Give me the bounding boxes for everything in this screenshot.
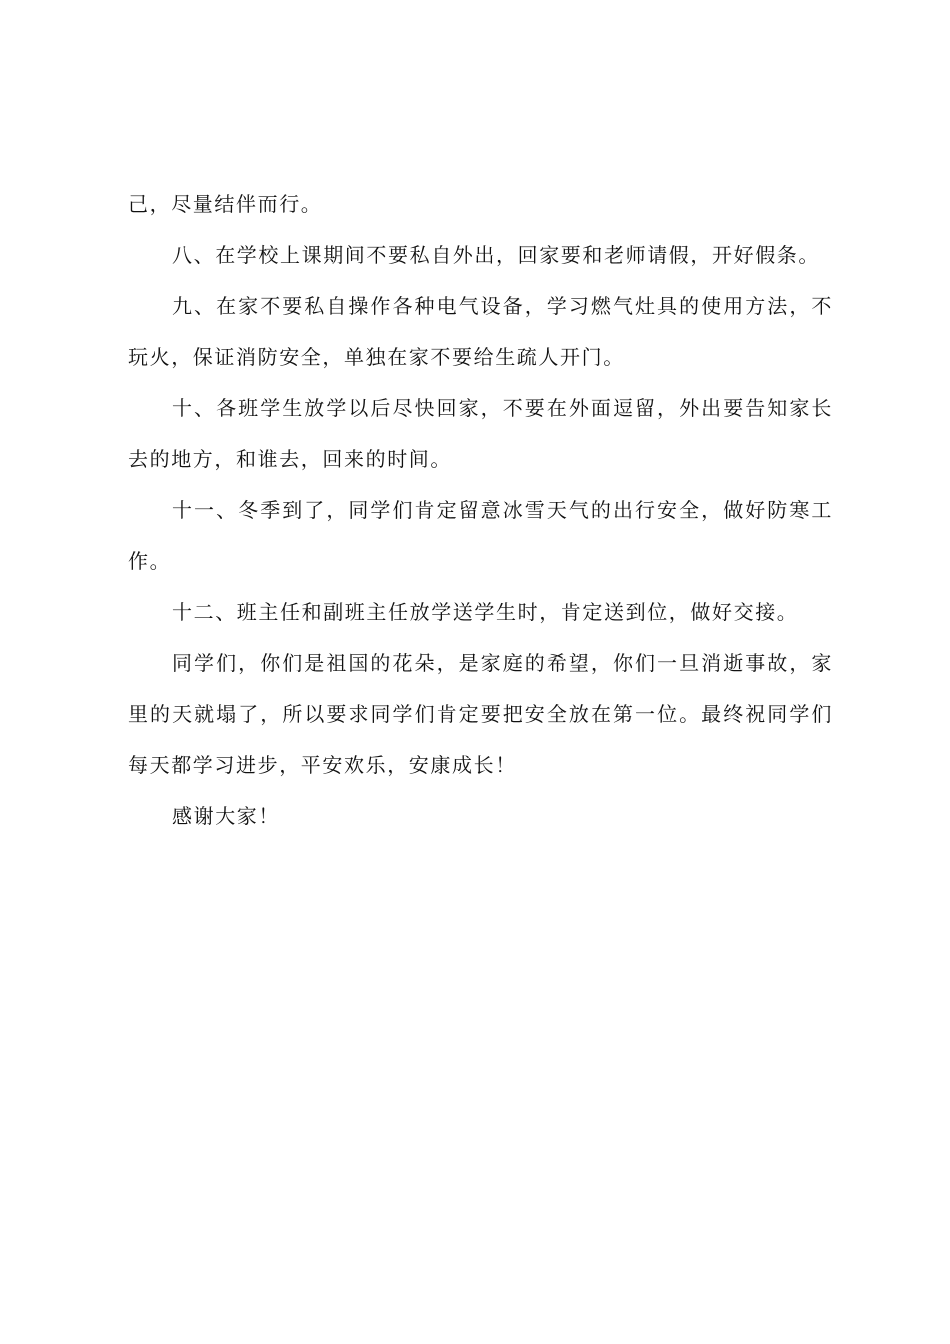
paragraph-rule-12: 十二、班主任和副班主任放学送学生时，肯定送到位，做好交接。: [172, 600, 799, 624]
paragraph-rule-11: 十一、冬季到了，同学们肯定留意冰雪天气的出行安全，做好防寒工作。: [128, 498, 833, 573]
paragraph-rule-8: 八、在学校上课期间不要私自外出，回家要和老师请假，开好假条。: [172, 243, 820, 267]
paragraph-closing: 同学们，你们是祖国的花朵，是家庭的希望，你们一旦消逝事故，家里的天就塌了，所以要求同学们肯定要把安全放在第一位。最终祝同学们每天都学习进步，平安欢乐，安康成长！: [128, 651, 833, 777]
paragraph-rule-9: 九、在家不要私自操作各种电气设备，学习燃气灶具的使用方法，不玩火，保证消防安全，单独在家不要给生疏人开门。: [128, 294, 833, 369]
paragraph-rule-10: 十、各班学生放学以后尽快回家，不要在外面逗留，外出要告知家长去的地方，和谁去，回来的时间。: [128, 396, 833, 471]
paragraph-thanks: 感谢大家！: [172, 804, 280, 828]
document-body: [128, 187, 833, 842]
paragraph-continuation: 己，尽量结伴而行。: [128, 192, 323, 216]
